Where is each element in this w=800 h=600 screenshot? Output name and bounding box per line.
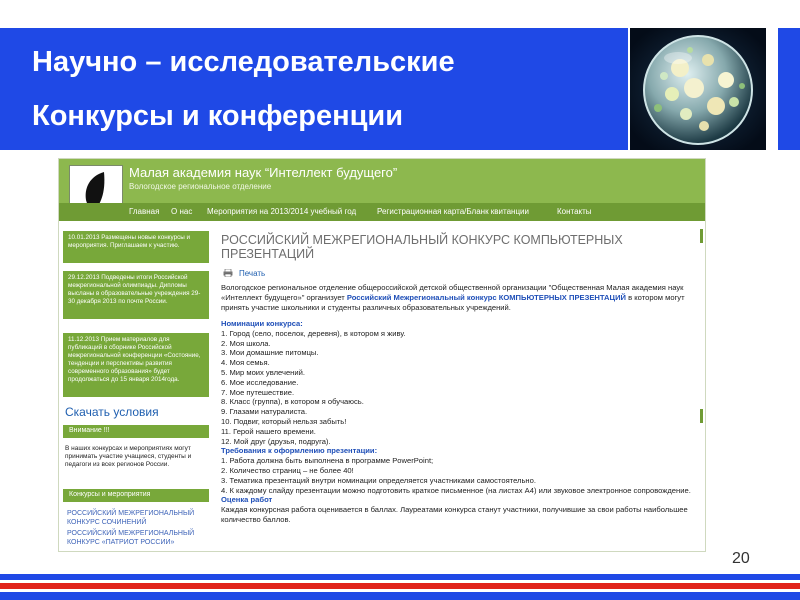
nominations-title: Номинации конкурса:: [221, 319, 303, 328]
petri-dish-photo: [630, 28, 766, 150]
list-item: 11. Герой нашего времени.: [221, 426, 316, 436]
list-item: 10. Подвиг, который нельзя забыть!: [221, 416, 347, 426]
printer-icon[interactable]: [223, 269, 233, 277]
news-item[interactable]: 29.12.2013 Подведены итоги Российской межрегиональной олимпиады. Дипломы высланы в образовательные учреждения 29-30 декабря 2013 по почте России.: [63, 271, 209, 319]
list-item: 4. К каждому слайду презентации можно подготовить краткое письменное (на листах А4) или звуковое электронное сопровождение.: [221, 485, 691, 495]
slide-title-line2: Конкурсы и конференции: [32, 100, 404, 132]
evaluation-text: Каждая конкурсная работа оценивается в баллах. Лауреатами конкурса станут участники, получившие за свои работы наибольшее количество баллов.: [221, 505, 688, 524]
download-conditions-link[interactable]: Скачать условия: [65, 405, 159, 419]
list-item: 1. Работа должна быть выполнена в программе PowerPoint;: [221, 456, 434, 466]
nav-item-contacts[interactable]: Контакты: [557, 207, 592, 216]
intro-highlight: Российский Межрегиональный конкурс КОМПЬЮТЕРНЫХ ПРЕЗЕНТАЦИЙ: [346, 292, 626, 302]
website-screenshot: [58, 158, 706, 552]
site-subtitle: Вологодское региональное отделение: [129, 182, 272, 191]
bottom-stripes: [0, 574, 800, 600]
list-item: 8. Класс (группа), в котором я обучаюсь.: [221, 397, 364, 407]
site-nav-bar: [59, 203, 705, 221]
nav-item-events[interactable]: Мероприятия на 2013/2014 учебный год: [207, 207, 357, 216]
slide-header: [0, 28, 628, 150]
contest-title: РОССИЙСКИЙ МЕЖРЕГИОНАЛЬНЫЙ КОНКУРС КОМПЬЮТЕРНЫХ ПРЕЗЕНТАЦИЙ: [221, 233, 623, 261]
list-item: 9. Глазами натуралиста.: [221, 407, 308, 417]
contests-header: Конкурсы и мероприятия: [63, 489, 209, 502]
slide-title-line1: Научно – исследовательские: [32, 46, 455, 78]
list-item: 1. Город (село, поселок, деревня), в котором я живу.: [221, 328, 406, 338]
contest-link-essays[interactable]: РОССИЙСКИЙ МЕЖРЕГИОНАЛЬНЫЙ КОНКУРС СОЧИНЕНИЙ: [67, 510, 195, 526]
print-link[interactable]: Печать: [239, 269, 266, 278]
list-item: 6. Мое исследование.: [221, 377, 299, 387]
nav-item-home[interactable]: Главная: [129, 207, 160, 216]
evaluation-title: Оценка работ: [221, 495, 273, 505]
site-banner: [59, 159, 705, 203]
list-item: 4. Моя семья.: [221, 358, 270, 368]
news-item[interactable]: 10.01.2013 Размещены новые конкурсы и мероприятия. Приглашаем к участию.: [63, 231, 209, 263]
list-item: 2. Моя школа.: [221, 338, 271, 348]
list-item: 7. Мое путешествие.: [221, 387, 295, 397]
header-right-strip: [778, 28, 800, 150]
slide-page-number: 20: [732, 550, 750, 567]
list-item: 12. Мой друг (друзья, подруга).: [221, 436, 331, 446]
notice-text: В наших конкурсах и мероприятиях могут принимать участие учащиеся, студенты и педагоги из всех регионов России.: [65, 445, 192, 468]
notice-header: Внимание !!!: [63, 425, 209, 438]
requirements-title: Требования к оформлению презентации:: [221, 446, 378, 456]
intro-text-c: в котором могут принять участие школьники и студенты различных образовательных учреждений.: [221, 292, 685, 312]
intro-text-a: Вологодское региональное отделение общероссийской детской общественной организации "Общественная Малая академия наук «Интеллект будущего»" организует: [221, 283, 684, 302]
news-item[interactable]: 11.12.2013 Прием материалов для публикаций в сборнике Российской межрегиональной конференции «Состояние, тенденции и перспективы развития современного образования» будет продолжаться до 15 января 2014года.: [63, 333, 209, 397]
contest-body: [221, 319, 695, 525]
site-title: Малая академия наук “Интеллект будущего”: [129, 165, 398, 180]
nav-item-about[interactable]: О нас: [171, 207, 193, 216]
nav-item-registration[interactable]: Регистрационная карта/Бланк квитанции: [377, 207, 529, 216]
scroll-mark: [700, 229, 703, 243]
list-item: 3. Мои домашние питомцы.: [221, 348, 319, 358]
contest-link-patriot[interactable]: РОССИЙСКИЙ МЕЖРЕГИОНАЛЬНЫЙ КОНКУРС «ПАТРИОТ РОССИИ»: [67, 530, 195, 546]
scroll-mark: [700, 409, 703, 423]
contest-intro: [221, 283, 695, 312]
list-item: 3. Тематика презентаций внутри номинации определяется участниками самостоятельно.: [221, 475, 536, 485]
list-item: 2. Количество страниц – не более 40!: [221, 465, 354, 475]
list-item: 5. Мир моих увлечений.: [221, 367, 305, 377]
